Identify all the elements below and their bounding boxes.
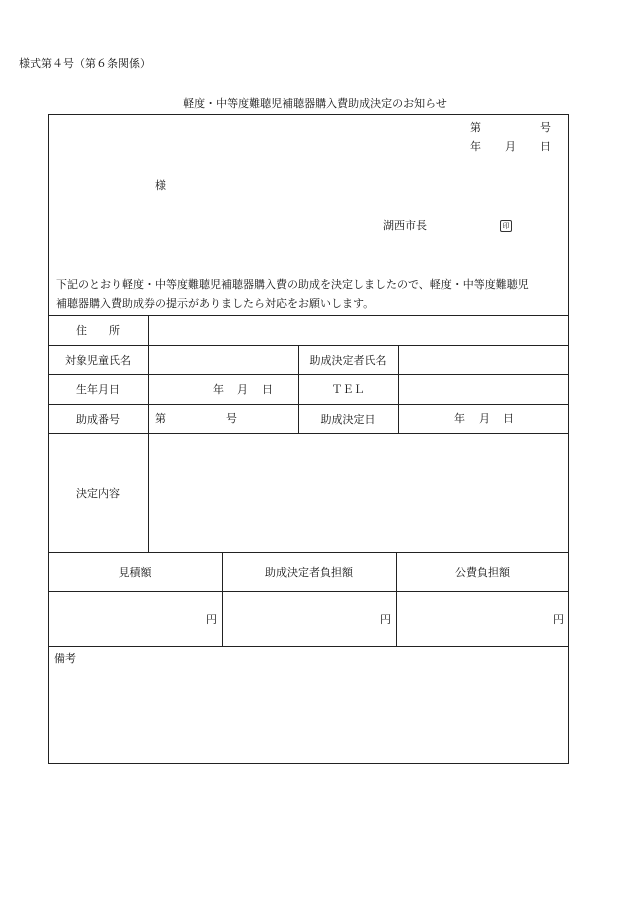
- row-divider-remarks-top: [48, 646, 569, 647]
- address-label: 住 所: [76, 324, 120, 337]
- recipient-name-label: 助成決定者氏名: [309, 353, 387, 367]
- addressee-sama: 様: [155, 179, 166, 192]
- decision-content-field[interactable]: [148, 433, 569, 552]
- tel-field[interactable]: [398, 374, 569, 404]
- remarks-field[interactable]: [48, 668, 569, 764]
- child-name-field[interactable]: [148, 345, 298, 374]
- form-reference: 様式第４号（第６条関係）: [19, 57, 151, 70]
- birthdate-month: 月: [237, 383, 248, 396]
- header-go: 号: [540, 121, 551, 134]
- grant-number-label: 助成番号: [76, 412, 120, 426]
- birthdate-day: 日: [262, 383, 273, 396]
- document-title: 軽度・中等度難聴児補聴器購入費助成決定のお知らせ: [183, 97, 447, 110]
- birthdate-label: 生年月日: [76, 383, 120, 396]
- public-burden-yen: 円: [553, 613, 564, 626]
- decision-date-day: 日: [503, 412, 514, 425]
- estimate-label: 見積額: [118, 565, 152, 579]
- estimate-yen: 円: [206, 613, 217, 626]
- header-year: 年: [470, 140, 481, 153]
- grant-number-go: 号: [226, 412, 237, 425]
- header-day: 日: [540, 140, 551, 153]
- grant-number-dai: 第: [155, 412, 166, 425]
- address-field[interactable]: [148, 315, 569, 345]
- birthdate-year: 年: [213, 383, 224, 396]
- decision-date-year: 年: [454, 412, 465, 425]
- public-burden-label: 公費負担額: [455, 565, 510, 579]
- recipient-burden-label: 助成決定者負担額: [265, 565, 353, 579]
- body-text-line-2: 補聴器購入費助成券の提示がありましたら対応をお願いします。: [56, 297, 375, 310]
- header-dai: 第: [470, 121, 481, 134]
- recipient-burden-yen: 円: [380, 613, 391, 626]
- recipient-name-field[interactable]: [398, 345, 569, 374]
- issuer-name: 湖西市長: [383, 219, 427, 232]
- child-name-label: 対象児童氏名: [65, 353, 131, 367]
- decision-date-label: 助成決定日: [320, 412, 376, 426]
- tel-label: ＴＥＬ: [331, 383, 365, 396]
- row-divider-amount-value-top: [48, 591, 569, 592]
- remarks-label: 備考: [54, 652, 76, 665]
- decision-date-month: 月: [479, 412, 490, 425]
- decision-content-label: 決定内容: [76, 486, 120, 500]
- header-month: 月: [505, 140, 516, 153]
- seal-mark: 印: [500, 220, 512, 232]
- body-text-line-1: 下記のとおり軽度・中等度難聴児補聴器購入費の助成を決定しましたので、軽度・中等度難聴児: [56, 278, 529, 291]
